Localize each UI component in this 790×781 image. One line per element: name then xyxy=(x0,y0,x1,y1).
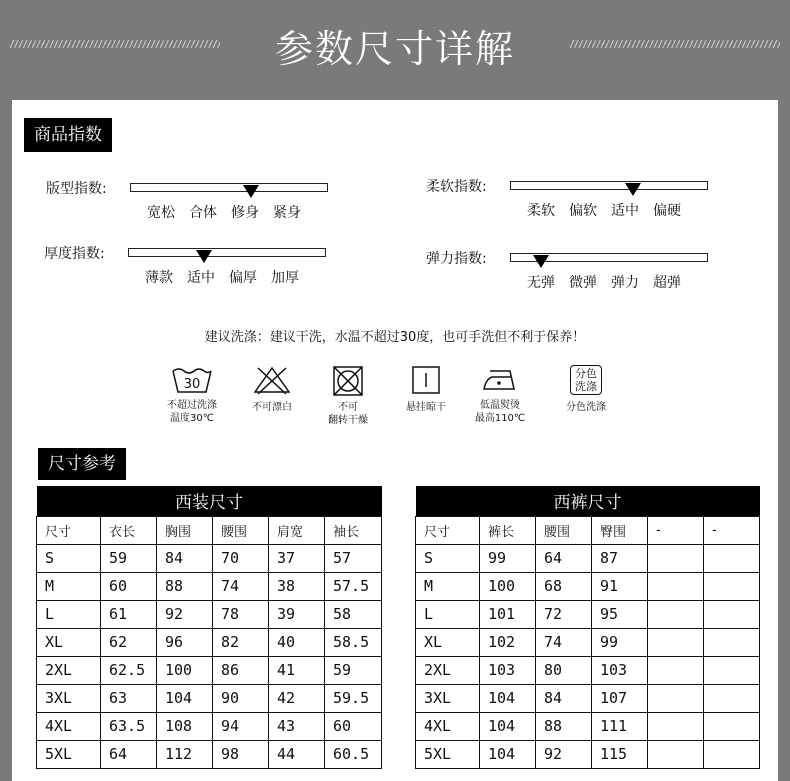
elasticity-option: 微弹 xyxy=(569,275,597,291)
column-header: 袖长 xyxy=(325,516,382,544)
elasticity-index-pointer xyxy=(533,255,549,268)
measure-cell: 108 xyxy=(157,712,213,740)
size-cell: S xyxy=(37,544,101,572)
measure-cell: 92 xyxy=(157,600,213,628)
pants-table-caption: 西裤尺寸 xyxy=(416,486,760,516)
table-row xyxy=(416,740,760,768)
fit-index-label: 版型指数: xyxy=(46,181,107,197)
no-tumble-dry-icon xyxy=(331,365,365,397)
measure-cell: 100 xyxy=(480,572,536,600)
measure-cell xyxy=(648,684,704,712)
measure-cell: 60.5 xyxy=(325,740,382,768)
measure-cell: 59 xyxy=(101,544,157,572)
measure-cell: 42 xyxy=(269,684,325,712)
care-item-no-tumble-dry: 不可 翻转干燥 xyxy=(320,365,376,427)
fit-index-bar xyxy=(130,183,328,192)
measure-cell: 57 xyxy=(325,544,382,572)
column-header: 肩宽 xyxy=(269,516,325,544)
measure-cell: 98 xyxy=(213,740,269,768)
measure-cell: 88 xyxy=(157,572,213,600)
measure-cell: 72 xyxy=(536,600,592,628)
measure-cell xyxy=(648,628,704,656)
measure-cell: 101 xyxy=(480,600,536,628)
measure-cell xyxy=(704,684,760,712)
table-row xyxy=(37,740,382,768)
measure-cell: 104 xyxy=(157,684,213,712)
elasticity-option: 无弹 xyxy=(527,275,555,291)
measure-cell: 92 xyxy=(536,740,592,768)
measure-cell: 112 xyxy=(157,740,213,768)
measure-cell xyxy=(648,740,704,768)
measure-cell: 41 xyxy=(269,656,325,684)
size-cell: 5XL xyxy=(37,740,101,768)
softness-option: 柔软 xyxy=(527,203,555,219)
suit-size-table xyxy=(36,486,382,769)
size-cell: M xyxy=(37,572,101,600)
measure-cell: 87 xyxy=(592,544,648,572)
measure-cell: 59.5 xyxy=(325,684,382,712)
elasticity-index-label: 弹力指数: xyxy=(426,251,487,267)
measure-cell: 59 xyxy=(325,656,382,684)
measure-cell: 99 xyxy=(480,544,536,572)
measure-cell: 37 xyxy=(269,544,325,572)
measure-cell: 60 xyxy=(101,572,157,600)
measure-cell: 64 xyxy=(101,740,157,768)
measure-cell: 78 xyxy=(213,600,269,628)
care-item-separate-wash: 分色 洗涤 分色洗涤 xyxy=(566,367,606,413)
measure-cell xyxy=(704,712,760,740)
table-row xyxy=(37,684,382,712)
size-cell: 2XL xyxy=(416,656,480,684)
size-cell: XL xyxy=(416,628,480,656)
decorative-hatch-right xyxy=(570,40,780,48)
measure-cell: 43 xyxy=(269,712,325,740)
care-item-no-bleach: 不可漂白 xyxy=(244,365,300,414)
size-cell: M xyxy=(416,572,480,600)
table-row xyxy=(416,572,760,600)
measure-cell: 96 xyxy=(157,628,213,656)
measure-cell: 84 xyxy=(536,684,592,712)
softness-index-label: 柔软指数: xyxy=(426,179,487,195)
suit-table-caption: 西装尺寸 xyxy=(37,486,382,516)
care-item-low-iron: 低温熨烫 最高110℃ xyxy=(470,365,530,425)
table-row xyxy=(416,684,760,712)
thickness-index-bar xyxy=(128,248,326,257)
column-header: - xyxy=(648,516,704,544)
measure-cell: 103 xyxy=(592,656,648,684)
separate-wash-icon: 分色 洗涤 xyxy=(570,365,602,395)
table-row xyxy=(416,712,760,740)
measure-cell: 44 xyxy=(269,740,325,768)
measure-cell xyxy=(648,572,704,600)
fit-index-options xyxy=(147,202,315,222)
measure-cell: 82 xyxy=(213,628,269,656)
column-header: 胸围 xyxy=(157,516,213,544)
measure-cell xyxy=(648,712,704,740)
measure-cell xyxy=(648,544,704,572)
measure-cell: 100 xyxy=(157,656,213,684)
measure-cell: 84 xyxy=(157,544,213,572)
thickness-option: 偏厚 xyxy=(229,270,257,286)
measure-cell: 102 xyxy=(480,628,536,656)
measure-cell xyxy=(648,656,704,684)
measure-cell: 62.5 xyxy=(101,656,157,684)
size-cell: 2XL xyxy=(37,656,101,684)
measure-cell: 61 xyxy=(101,600,157,628)
measure-cell: 91 xyxy=(592,572,648,600)
measure-cell: 90 xyxy=(213,684,269,712)
measure-cell: 62 xyxy=(101,628,157,656)
size-cell: L xyxy=(416,600,480,628)
measure-cell: 38 xyxy=(269,572,325,600)
measure-cell: 115 xyxy=(592,740,648,768)
fit-option: 紧身 xyxy=(273,205,301,221)
column-header: 衣长 xyxy=(101,516,157,544)
wash-30-icon xyxy=(170,365,214,395)
softness-index-pointer xyxy=(625,183,641,196)
wash-note: 建议洗涤：建议干洗，水温不超过30度，也可手洗但不利于保养！ xyxy=(204,330,586,345)
table-row xyxy=(37,712,382,740)
size-cell: L xyxy=(37,600,101,628)
measure-cell: 60 xyxy=(325,712,382,740)
measure-cell: 58.5 xyxy=(325,628,382,656)
fit-option: 宽松 xyxy=(147,205,175,221)
softness-index-options xyxy=(527,200,695,220)
table-row xyxy=(37,600,382,628)
size-cell: S xyxy=(416,544,480,572)
care-item-hang-dry: 悬挂晾干 xyxy=(400,365,452,414)
no-bleach-icon xyxy=(252,365,292,395)
thickness-option: 加厚 xyxy=(271,270,299,286)
softness-index-bar xyxy=(510,181,708,190)
measure-cell: 70 xyxy=(213,544,269,572)
thickness-index-options xyxy=(145,267,313,287)
size-cell: XL xyxy=(37,628,101,656)
measure-cell: 63 xyxy=(101,684,157,712)
column-header: 腰围 xyxy=(536,516,592,544)
thickness-index-pointer xyxy=(196,250,212,263)
table-row xyxy=(416,628,760,656)
table-row xyxy=(416,656,760,684)
measure-cell xyxy=(704,656,760,684)
measure-cell: 104 xyxy=(480,684,536,712)
column-header: - xyxy=(704,516,760,544)
measure-cell: 88 xyxy=(536,712,592,740)
measure-cell: 64 xyxy=(536,544,592,572)
table-row xyxy=(37,656,382,684)
care-item-wash-30: 30 不超过洗涤 温度30℃ xyxy=(162,365,222,425)
size-cell: 3XL xyxy=(416,684,480,712)
measure-cell: 86 xyxy=(213,656,269,684)
measure-cell xyxy=(648,600,704,628)
table-row xyxy=(37,628,382,656)
table-row xyxy=(37,572,382,600)
table-row xyxy=(37,544,382,572)
measure-cell: 104 xyxy=(480,740,536,768)
section-tag-index: 商品指数 xyxy=(24,118,112,152)
elasticity-option: 弹力 xyxy=(611,275,639,291)
size-cell: 5XL xyxy=(416,740,480,768)
measure-cell: 63.5 xyxy=(101,712,157,740)
measure-cell: 74 xyxy=(213,572,269,600)
pants-size-table xyxy=(415,486,760,769)
size-cell: 4XL xyxy=(416,712,480,740)
table-header-row xyxy=(37,516,382,544)
measure-cell xyxy=(704,628,760,656)
measure-cell: 111 xyxy=(592,712,648,740)
measure-cell: 57.5 xyxy=(325,572,382,600)
measure-cell: 68 xyxy=(536,572,592,600)
column-header: 尺寸 xyxy=(37,516,101,544)
table-row xyxy=(416,544,760,572)
measure-cell xyxy=(704,544,760,572)
measure-cell: 94 xyxy=(213,712,269,740)
measure-cell: 95 xyxy=(592,600,648,628)
table-row xyxy=(416,600,760,628)
elasticity-index-options xyxy=(527,272,695,292)
table-header-row xyxy=(416,516,760,544)
fit-index-pointer xyxy=(243,185,259,198)
measure-cell: 104 xyxy=(480,712,536,740)
measure-cell: 40 xyxy=(269,628,325,656)
section-tag-size: 尺寸参考 xyxy=(38,448,126,480)
measure-cell: 58 xyxy=(325,600,382,628)
thickness-option: 薄款 xyxy=(145,270,173,286)
column-header: 臀围 xyxy=(592,516,648,544)
size-cell: 3XL xyxy=(37,684,101,712)
measure-cell: 39 xyxy=(269,600,325,628)
measure-cell: 80 xyxy=(536,656,592,684)
svg-text:30: 30 xyxy=(183,377,201,392)
measure-cell xyxy=(704,600,760,628)
column-header: 腰围 xyxy=(213,516,269,544)
measure-cell xyxy=(704,740,760,768)
measure-cell: 103 xyxy=(480,656,536,684)
page-title: 参数尺寸详解 xyxy=(274,27,515,71)
column-header: 裤长 xyxy=(480,516,536,544)
measure-cell: 99 xyxy=(592,628,648,656)
measure-cell: 74 xyxy=(536,628,592,656)
page-header xyxy=(0,0,790,100)
fit-option: 合体 xyxy=(189,205,217,221)
softness-option: 偏硬 xyxy=(653,203,681,219)
fit-option: 修身 xyxy=(231,205,259,221)
measure-cell: 107 xyxy=(592,684,648,712)
column-header: 尺寸 xyxy=(416,516,480,544)
hang-dry-icon xyxy=(411,365,441,395)
size-cell: 4XL xyxy=(37,712,101,740)
low-iron-icon xyxy=(480,365,520,395)
content-panel xyxy=(12,100,778,781)
measure-cell xyxy=(704,572,760,600)
thickness-index-label: 厚度指数: xyxy=(44,246,105,262)
thickness-option: 适中 xyxy=(187,270,215,286)
elasticity-option: 超弹 xyxy=(653,275,681,291)
softness-option: 适中 xyxy=(611,203,639,219)
softness-option: 偏软 xyxy=(569,203,597,219)
